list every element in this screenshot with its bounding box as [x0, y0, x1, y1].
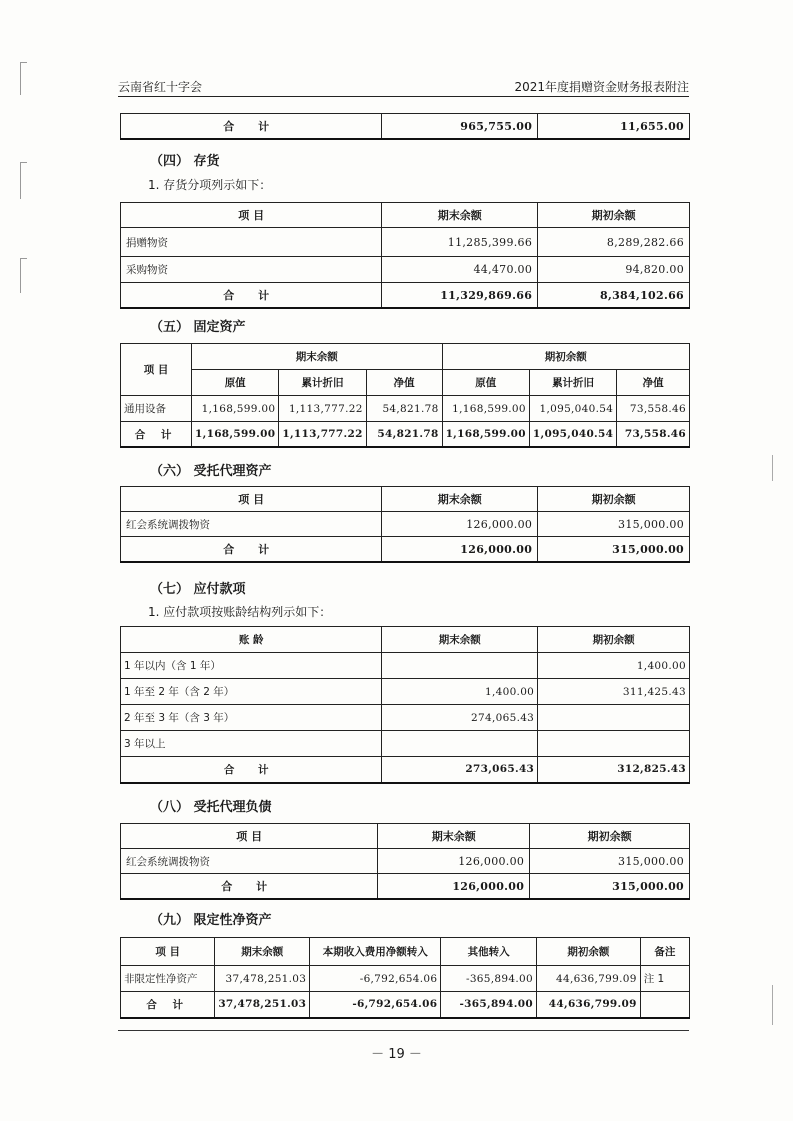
cell-value: 1,113,777.22 [279, 422, 366, 448]
cell-value: 1,113,777.22 [279, 396, 366, 422]
row-item: 采购物资 [121, 257, 382, 283]
col-header: 期初余额 [536, 938, 640, 966]
col-header: 累计折旧 [529, 370, 616, 396]
col-header: 项 目 [121, 938, 215, 966]
begin-balance: 94,820.00 [538, 257, 690, 283]
org-name: 云南省红十字会 [118, 80, 203, 94]
table-header-row [121, 627, 690, 653]
col-header: 净值 [617, 370, 690, 396]
total-label: 合 计 [121, 422, 192, 448]
row-item: 捐赠物资 [121, 228, 382, 257]
section-title-entrusted-assets: （六） 受托代理资产 [150, 464, 272, 479]
note: 注 1 [640, 966, 689, 992]
col-header: 项 目 [121, 824, 378, 849]
col-header: 原值 [442, 370, 529, 396]
table-total-row [121, 114, 690, 140]
table-row [121, 512, 690, 537]
section-title-inventory: （四） 存货 [150, 154, 220, 169]
top-total-table [120, 113, 690, 140]
end-balance: 11,329,869.66 [382, 283, 538, 309]
report-title: 2021年度捐赠资金财务报表附注 [514, 80, 689, 94]
table-header-row [121, 203, 690, 228]
fixed-assets-table [120, 343, 690, 448]
end-balance: 37,478,251.03 [215, 966, 310, 992]
col-header: 项 目 [121, 344, 192, 396]
cell-value: 1,168,599.00 [442, 396, 529, 422]
table-total-row [121, 874, 690, 900]
col-header: 本期收入费用净额转入 [310, 938, 441, 966]
table-row [121, 849, 690, 874]
scan-mark [769, 455, 773, 481]
end-balance: 44,470.00 [382, 257, 538, 283]
cell-value: 1,095,040.54 [529, 422, 616, 448]
begin-balance: 44,636,799.09 [536, 966, 640, 992]
col-header: 期末余额 [382, 487, 538, 512]
section-subtitle-inventory: 1. 存货分项列示如下： [148, 178, 272, 192]
other-transfer: -365,894.00 [441, 966, 537, 992]
total-label: 合 计 [121, 114, 382, 140]
col-header: 期末余额 [382, 203, 538, 228]
table-total-row [121, 422, 690, 448]
end-balance [382, 731, 538, 757]
total-label: 合 计 [121, 757, 382, 783]
begin-balance [538, 705, 690, 731]
col-header: 净值 [366, 370, 442, 396]
begin-balance: 315,000.00 [530, 849, 690, 874]
cell-value: 1,168,599.00 [192, 422, 279, 448]
table-row [121, 705, 690, 731]
end-balance: 126,000.00 [378, 874, 530, 900]
table-total-row [121, 537, 690, 563]
end-balance: 126,000.00 [382, 537, 538, 563]
table-row [121, 731, 690, 757]
col-header: 备注 [640, 938, 689, 966]
section-subtitle-payables: 1. 应付款项按账龄结构列示如下： [148, 605, 332, 619]
col-header: 原值 [192, 370, 279, 396]
cell-value: 1,168,599.00 [192, 396, 279, 422]
begin-balance: 315,000.00 [530, 874, 690, 900]
total-label: 合 计 [121, 283, 382, 309]
cell-value: 73,558.46 [617, 396, 690, 422]
table-row [121, 679, 690, 705]
row-item: 1 年以内（含 1 年） [121, 653, 382, 679]
page-header [118, 78, 689, 94]
table-header-row [121, 938, 690, 966]
col-header: 期初余额 [538, 487, 690, 512]
begin-balance: 1,400.00 [538, 653, 690, 679]
entrusted-assets-table [120, 486, 690, 563]
row-item: 3 年以上 [121, 731, 382, 757]
col-header: 期初余额 [538, 203, 690, 228]
end-balance [382, 653, 538, 679]
row-item: 非限定性净资产 [121, 966, 215, 992]
page-number: － 19 － [371, 1047, 422, 1062]
col-header: 期末余额 [382, 627, 538, 653]
table-row [121, 228, 690, 257]
table-header-row [121, 824, 690, 849]
end-balance: 1,400.00 [382, 679, 538, 705]
col-header: 账 龄 [121, 627, 382, 653]
begin-balance: 311,425.43 [538, 679, 690, 705]
group-header-begin: 期初余额 [442, 344, 689, 370]
footer-rule [118, 1030, 689, 1031]
table-total-row [121, 992, 690, 1018]
row-item: 红会系统调拨物资 [121, 849, 378, 874]
table-row [121, 257, 690, 283]
table-total-row [121, 757, 690, 783]
table-header-row [121, 344, 690, 370]
row-item: 2 年至 3 年（含 3 年） [121, 705, 382, 731]
section-title-fixed-assets: （五） 固定资产 [150, 320, 246, 335]
end-balance: 274,065.43 [382, 705, 538, 731]
begin-balance: 8,289,282.66 [538, 228, 690, 257]
end-balance: 11,285,399.66 [382, 228, 538, 257]
col-header: 项 目 [121, 487, 382, 512]
transfer-in: -6,792,654.06 [310, 992, 441, 1018]
entrusted-liabilities-table [120, 823, 690, 900]
col-header: 累计折旧 [279, 370, 366, 396]
section-title-payables: （七） 应付款项 [150, 582, 246, 597]
note [640, 992, 689, 1018]
begin-balance [538, 731, 690, 757]
cell-value: 54,821.78 [366, 396, 442, 422]
header-rule [118, 96, 689, 97]
payables-table [120, 626, 690, 784]
total-label: 合 计 [121, 874, 378, 900]
begin-balance: 315,000.00 [538, 512, 690, 537]
row-item: 1 年至 2 年（含 2 年） [121, 679, 382, 705]
end-balance: 273,065.43 [382, 757, 538, 783]
cell-value: 1,095,040.54 [529, 396, 616, 422]
inventory-table [120, 202, 690, 309]
table-row [121, 653, 690, 679]
end-balance: 126,000.00 [382, 512, 538, 537]
table-row [121, 396, 690, 422]
cell-value: 73,558.46 [617, 422, 690, 448]
col-header: 期初余额 [530, 824, 690, 849]
col-header: 期末余额 [215, 938, 310, 966]
begin-balance: 8,384,102.66 [538, 283, 690, 309]
col-header: 项 目 [121, 203, 382, 228]
begin-balance: 312,825.43 [538, 757, 690, 783]
col-header: 其他转入 [441, 938, 537, 966]
table-header-row [121, 487, 690, 512]
section-title-entrusted-liabilities: （八） 受托代理负债 [150, 800, 272, 815]
group-header-end: 期末余额 [192, 344, 443, 370]
end-balance: 965,755.00 [382, 114, 538, 140]
total-label: 合 计 [121, 537, 382, 563]
row-item: 红会系统调拨物资 [121, 512, 382, 537]
total-label: 合 计 [121, 992, 215, 1018]
other-transfer: -365,894.00 [441, 992, 537, 1018]
restricted-net-assets-table [120, 937, 690, 1019]
section-title-restricted-net-assets: （九） 限定性净资产 [150, 913, 272, 928]
col-header: 期初余额 [538, 627, 690, 653]
begin-balance: 315,000.00 [538, 537, 690, 563]
table-subheader-row [121, 370, 690, 396]
scan-mark [769, 985, 773, 1025]
table-row [121, 966, 690, 992]
scan-mark [20, 258, 27, 293]
begin-balance: 44,636,799.09 [536, 992, 640, 1018]
col-header: 期末余额 [378, 824, 530, 849]
cell-value: 54,821.78 [366, 422, 442, 448]
scan-mark [20, 162, 27, 199]
end-balance: 126,000.00 [378, 849, 530, 874]
begin-balance: 11,655.00 [538, 114, 690, 140]
row-item: 通用设备 [121, 396, 192, 422]
end-balance: 37,478,251.03 [215, 992, 310, 1018]
table-total-row [121, 283, 690, 309]
transfer-in: -6,792,654.06 [310, 966, 441, 992]
cell-value: 1,168,599.00 [442, 422, 529, 448]
scan-mark [20, 62, 27, 95]
